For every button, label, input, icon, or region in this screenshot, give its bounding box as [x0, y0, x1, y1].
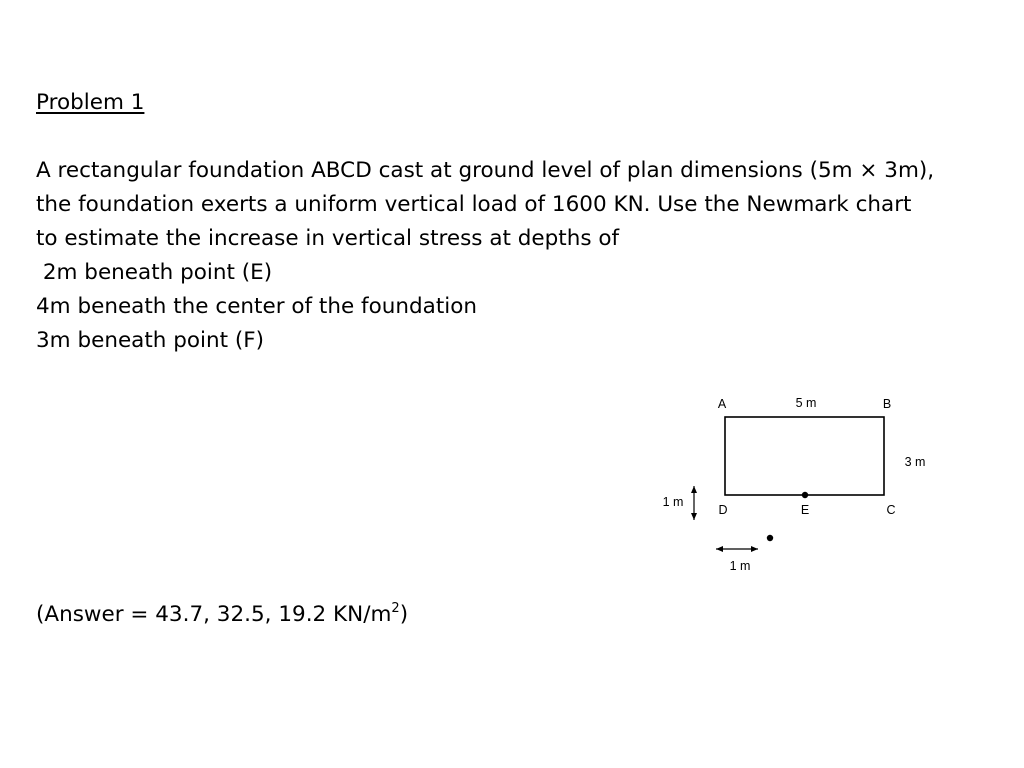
corner-b-label: B [882, 397, 892, 411]
answer-close: ) [399, 602, 409, 627]
corner-c-label: C [886, 503, 896, 517]
problem-line-2: the foundation exerts a uniform vertical load of 1600 KN. Use the Newmark chart [36, 192, 912, 217]
problem-line-5: 4m beneath the center of the foundation [36, 294, 478, 319]
width-dimension-label: 5 m [795, 396, 817, 410]
horizontal-offset-label: 1 m [729, 559, 751, 573]
corner-d-label: D [718, 503, 728, 517]
corner-a-label: A [717, 397, 727, 411]
vertical-offset-label: 1 m [662, 495, 684, 509]
problem-statement [36, 154, 934, 358]
point-f-marker [767, 535, 773, 541]
answer-line [36, 598, 408, 632]
point-e-marker [802, 492, 808, 498]
problem-line-4: 2m beneath point (E) [36, 260, 273, 285]
problem-title: Problem 1 [36, 90, 145, 115]
problem-line-3: to estimate the increase in vertical stress at depths of [36, 226, 620, 251]
point-e-label: E [800, 503, 810, 517]
problem-line-6: 3m beneath point (F) [36, 328, 265, 353]
answer-text: (Answer = 43.7, 32.5, 19.2 KN/m [36, 602, 392, 627]
answer-superscript: 2 [391, 601, 400, 616]
height-dimension-label: 3 m [904, 455, 926, 469]
problem-line-1: A rectangular foundation ABCD cast at ground level of plan dimensions (5m × 3m), [36, 158, 935, 183]
foundation-rectangle [725, 417, 884, 495]
